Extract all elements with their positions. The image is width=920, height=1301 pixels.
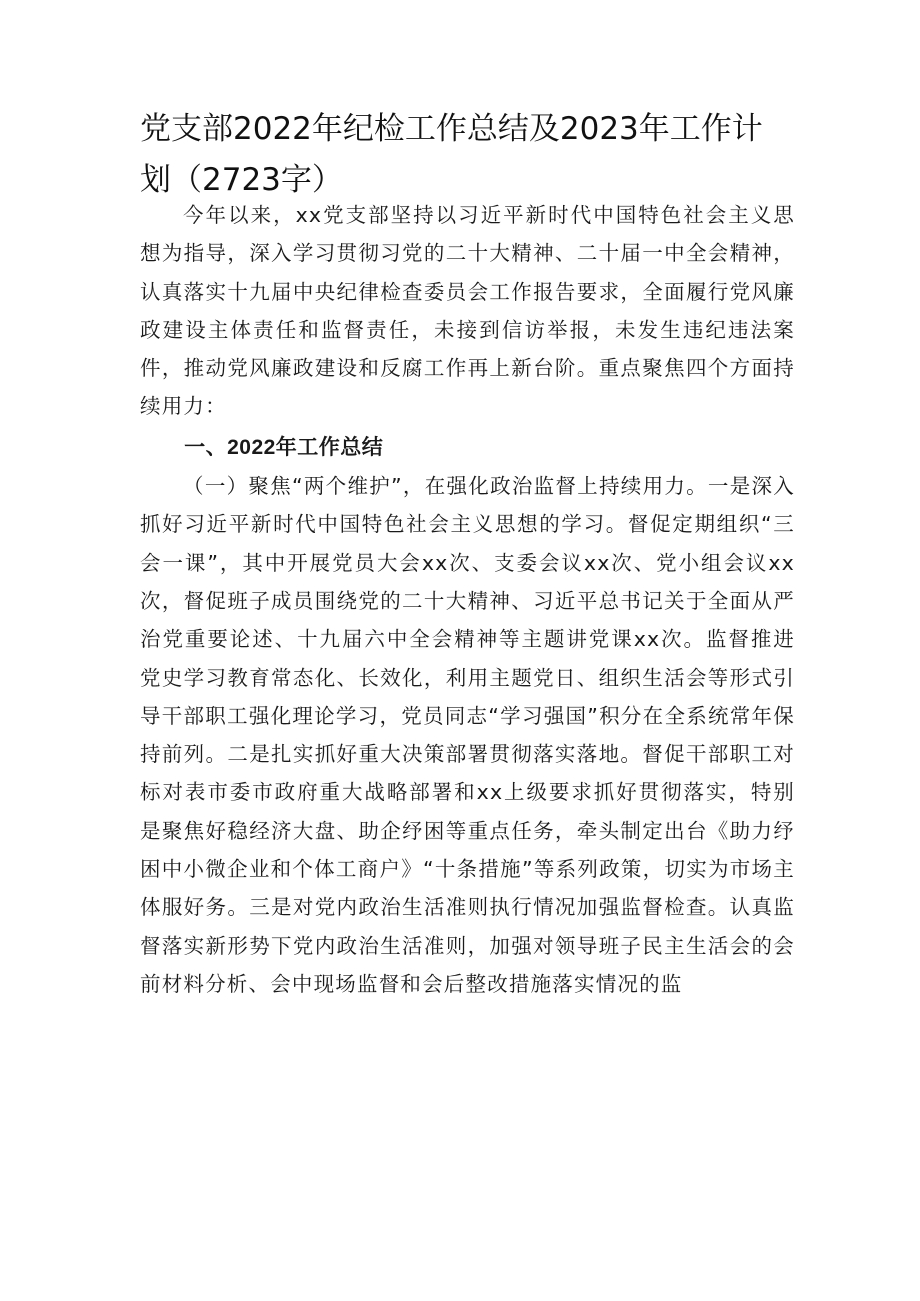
section-heading-2022-summary: 一、2022年工作总结	[184, 435, 384, 459]
document-title: 党支部2022年纪检工作总结及2023年工作计划（2723字）	[140, 111, 763, 198]
intro-paragraph: 今年以来，xx党支部坚持以习近平新时代中国特色社会主义思想为指导，深入学习贯彻习党的二十大精神、二十届一中全会精神，认真落实十九届中央纪律检查委员会工作报告要求，全面履行党风廉政建设主体责任和监督责任，未接到信访举报，未发生违纪违法案件，推动党风廉政建设和反腐工作再上新台阶。重点聚焦四个方面持续用力：	[140, 203, 795, 419]
document-body	[140, 196, 795, 1003]
section1-paragraph-1: （一）聚焦“两个维护”，在强化政治监督上持续用力。一是深入抓好习近平新时代中国特色社会主义思想的学习。督促定期组织“三会一课”，其中开展党员大会xx次、支委会议xx次、党小组会议xx次，督促班子成员围绕党的二十大精神、习近平总书记关于全面从严治党重要论述、十九届六中全会精神等主题讲党课xx次。监督推进党史学习教育常态化、长效化，利用主题党日、组织生活会等形式引导干部职工强化理论学习，党员同志“学习强国”积分在全系统常年保持前列。二是扎实抓好重大决策部署贯彻落实落地。督促干部职工对标对表市委市政府重大战略部署和xx上级要求抓好贯彻落实，特别是聚焦好稳经济大盘、助企纾困等重点任务，牵头制定出台《助力纾困中小微企业和个体工商户》“十条措施”等系列政策，切实为市场主体服好务。三是对党内政治生活准则执行情况加强监督检查。认真监督落实新形势下党内政治生活准则，加强对领导班子民主生活会的会前材料分析、会中现场监督和会后整改措施落实情况的监	[140, 474, 795, 996]
